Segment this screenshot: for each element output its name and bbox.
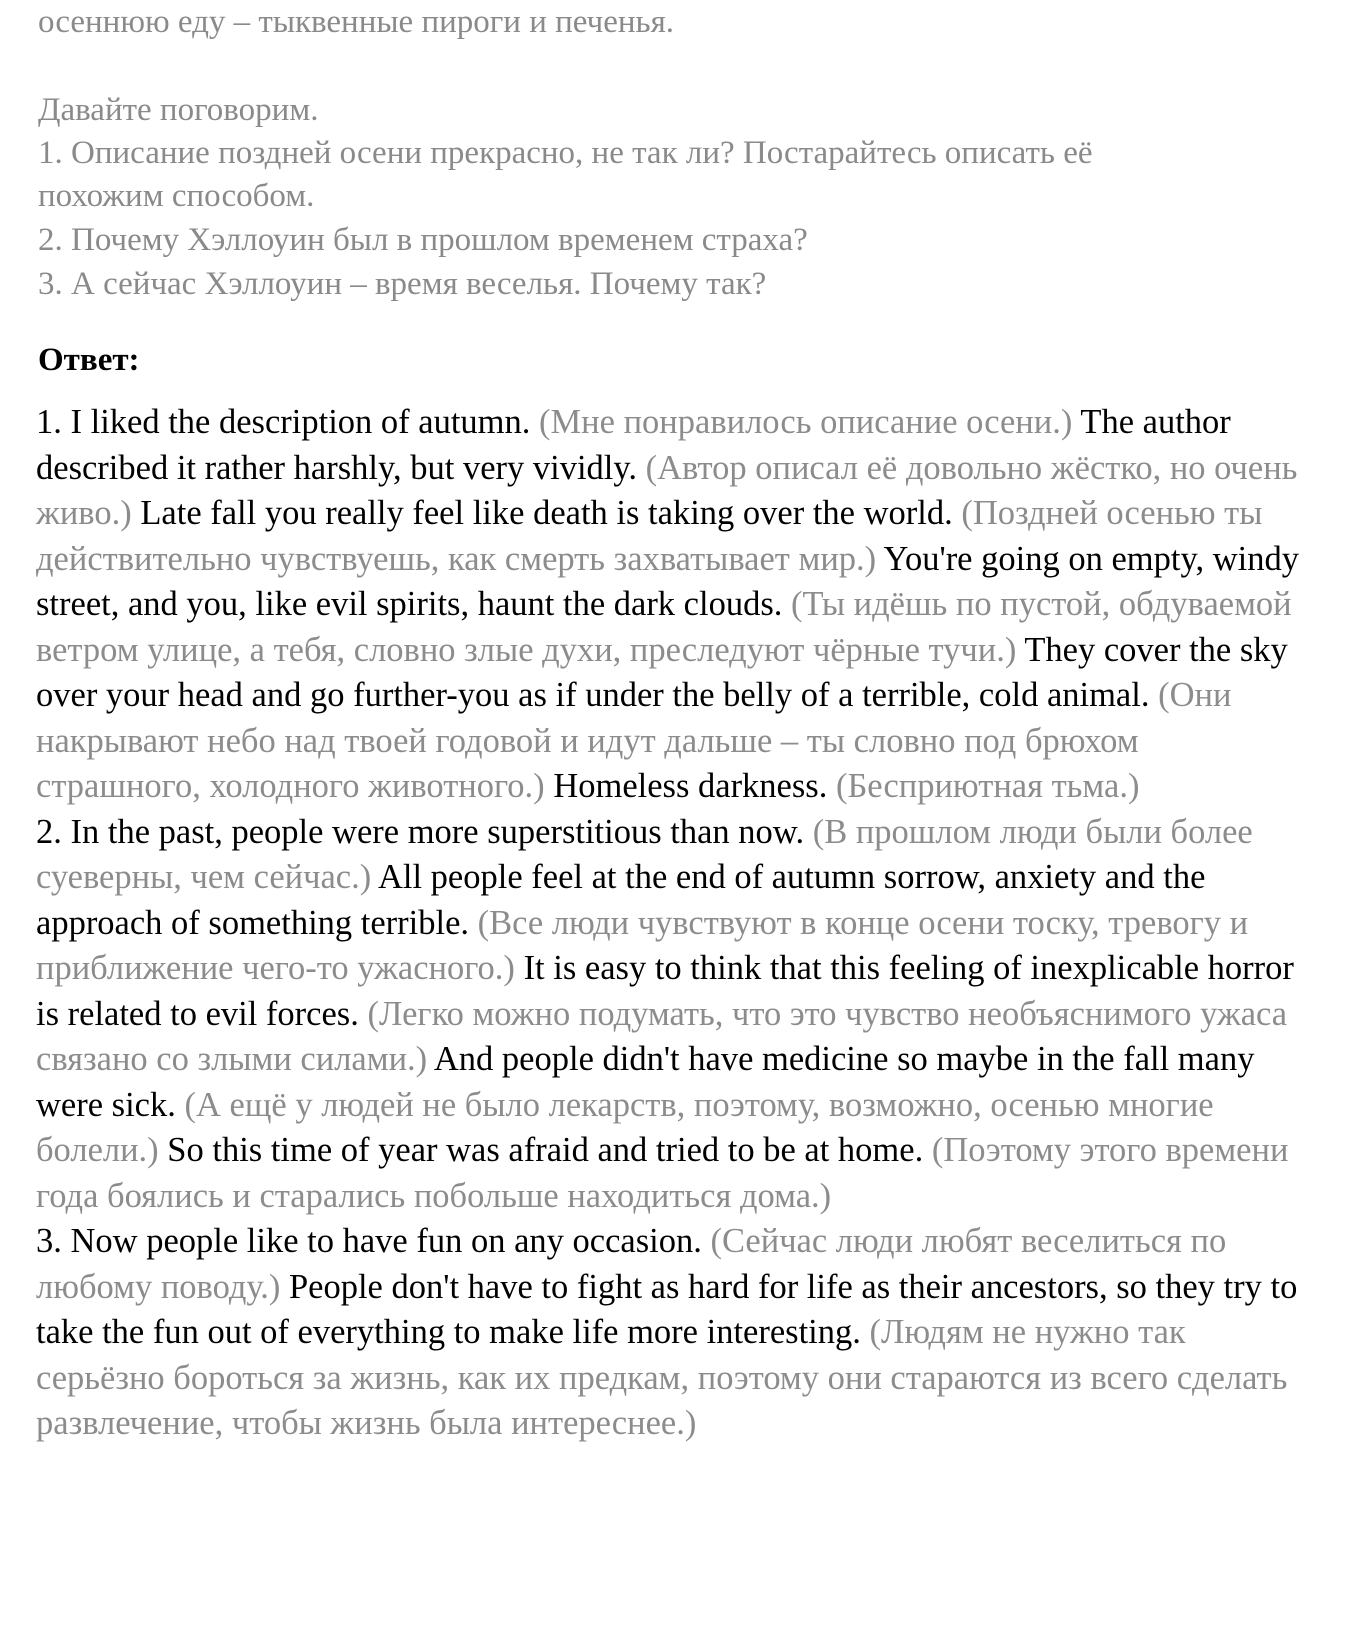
answer-2-translation-5: (Поэтому этого времени года боялись и старались побольше находиться дома.) — [36, 1131, 1289, 1215]
intro-continuation: осеннюю еду – тыквенные пироги и печенья. — [38, 4, 674, 40]
answer-1-translation-1: (Мне понравилось описание осени.) — [539, 403, 1073, 441]
answer-2-sentence-5: So this time of year was afraid and tried to be at home. — [167, 1131, 924, 1169]
answer-paragraph-1 — [36, 400, 1306, 810]
answer-2-sentence-3: It is easy to think that this feeling of inexplicable horror is related to evil forces. — [36, 949, 1294, 1033]
answer-2-translation-1: (В прошлом люди были более суеверны, чем сейчас.) — [36, 812, 1253, 896]
answer-2-sentence-1: 2. In the past, people were more superstitious than now. — [36, 812, 805, 851]
answer-2-translation-3: (Легко можно подумать, что это чувство необъяснимого ужаса связано со злыми силами.) — [36, 994, 1288, 1078]
answer-2-translation-4: (А ещё у людей не было лекарств, поэтому, возможно, осенью многие болели.) — [36, 1085, 1214, 1169]
answer-3-translation-2: (Людям не нужно так серьёзно бороться за жизнь, как их предкам, поэтому они стараются из всего сделать развлечение, чтобы жизнь была интереснее.) — [36, 1313, 1288, 1442]
answer-1-sentence-4: You're going on empty, windy street, and you, like evil spirits, haunt the dark clouds. — [36, 539, 1299, 623]
answer-2-sentence-2: All people feel at the end of autumn sorrow, anxiety and the approach of something terrible. — [36, 858, 1206, 942]
answer-label: Ответ: — [38, 342, 140, 378]
answer-1-translation-3: (Поздней осенью ты действительно чувствуешь, как смерть захватывает мир.) — [36, 494, 1263, 578]
answer-1-sentence-5: They cover the sky over your head and go further-you as if under the belly of a terrible, cold animal. — [36, 630, 1288, 714]
question-2: 2. Почему Хэллоуин был в прошлом временем страха? — [38, 222, 808, 258]
answer-1-translation-4: (Ты идёшь по пустой, обдуваемой ветром улице, а тебя, словно злые духи, преследуют чёрные тучи.) — [36, 585, 1292, 669]
answer-1-sentence-3: Late fall you really feel like death is taking over the world. — [140, 494, 953, 532]
answer-paragraph-2 — [36, 810, 1306, 1220]
answer-2-sentence-4: And people didn't have medicine so maybe in the fall many were sick. — [36, 1040, 1255, 1124]
question-1-line-2: похожим способом. — [38, 178, 315, 214]
answer-2-translation-2: (Все люди чувствуют в конце осени тоску, тревогу и приближение чего-то ужасного.) — [36, 903, 1249, 987]
answer-1-sentence-2: The author described it rather harshly, but very vividly. — [36, 403, 1231, 487]
question-3: 3. А сейчас Хэллоуин – время веселья. Почему так? — [38, 266, 767, 302]
answer-3-translation-1: (Сейчас люди любят веселиться по любому поводу.) — [36, 1222, 1227, 1306]
answer-3-sentence-1: 3. Now people like to have fun on any occasion. — [36, 1222, 702, 1260]
answer-1-translation-2: (Автор описал её довольно жёстко, но очень живо.) — [36, 448, 1298, 532]
answer-1-translation-6: (Бесприютная тьма.) — [835, 767, 1140, 805]
discussion-heading: Давайте поговорим. — [38, 92, 319, 128]
question-1-line-1: 1. Описание поздней осени прекрасно, не так ли? Постарайтесь описать её — [38, 135, 1093, 171]
answer-3-sentence-2: People don't have to fight as hard for life as their ancestors, so they try to take the fun out of everything to make life more interesting. — [36, 1267, 1298, 1351]
answer-1-translation-5: (Они накрывают небо над твоей годовой и идут дальше – ты словно под брюхом страшного, холодного животного.) — [36, 676, 1232, 805]
answer-1-sentence-6: Homeless darkness. — [553, 767, 828, 805]
answer-paragraph-3 — [36, 1219, 1306, 1447]
answer-1-sentence-1: 1. I liked the description of autumn. — [36, 403, 531, 441]
answer-body — [36, 400, 1306, 1447]
